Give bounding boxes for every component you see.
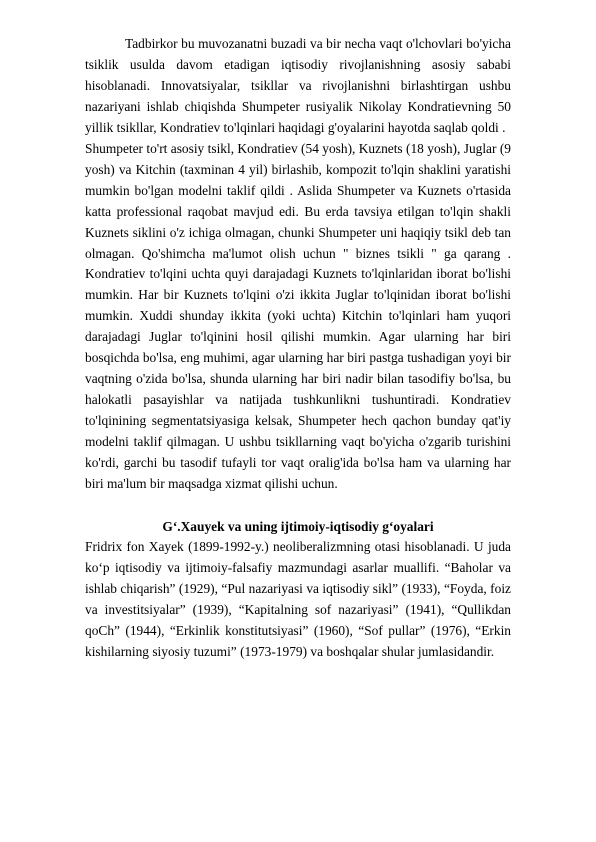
schumpeter-four-cycles-paragraph: Shumpeter to'rt asosiy tsikl, Kondratiev (54 yosh), Kuznets (18 yosh), Juglar (9 yosh) va Kitchin (taxminan 4 yil) birlashib, kompozit to'lqin shaklini yaratishi mumkin bo'lgan modelni taklif qildi . Aslida Shumpeter va Kuznets o'rtasida katta professional raqobat mavjud edi. Bu erda tavsiya etilgan to'lqin shakli Kuznets siklini o'z ichiga olmagan, chunki Shumpeter uni haqiqiy tsikl deb tan olmagan. Qo'shimcha ma'lumot olish uchun " biznes tsikli " ga qarang . Kondratiev to'lqini uchta quyi darajadagi Kuznets to'lqinlaridan iborat bo'lishi mumkin. Har bir Kuznets to'lqini o'zi ikkita Juglar to'lqinidan iborat bo'lishi mumkin. Xuddi shunday ikkita (yoki uchta) Kitchin to'lqinlari ham yuqori darajadagi Juglar to'lqinini hosil qilishi mumkin. Agar ularning har biri bosqichda bo'lsa, eng muhimi, agar ularning har biri pastga tushadigan yoyi bir vaqtning o'zida bo'lsa, shunda ularning har biri nadir bilan tasodifiy bo'lsa, bu halokatli pasayishlar va natijada tushkunlikni tushuntiradi. Kondratiev to'lqinining segmentatsiyasiga kelsak, Shumpeter hech qachon bunday qat'iy modelni taklif qilmagan. U ushbu tsikllarning vaqt bo'yicha o'zgarib turishini ko'rdi, garchi bu tasodif tufayli tor vaqt oralig'ida bo'lsa ham va ularning har biri ma'lum bir maqsadga xizmat qilishi uchun. — [85, 140, 511, 492]
hayek-biography-paragraph: Fridrix fon Xayek (1899-1992-y.) neoliberalizmning otasi hisoblanadi. U juda ko‘p iqtisodiy va ijtimoiy-falsafiy mazmundagi asarlar muallifi. “Baholar va ishlab chiqarish” (1929), “Pul nazariyasi va iqtisodiy sikl” (1933), “Foyda, foiz va investitsiyalar” (1939), “Kapitalning sof nazariyasi” (1941), “Qullikdan qoCh” (1944), “Erkinlik konstitutsiyasi” (1960), “Sof pullar” (1976), “Erkin kishilarning siyosiy tuzumi” (1973-1979) va boshqalar shular jumlasidandir. — [85, 538, 511, 659]
document-page — [85, 34, 511, 663]
schumpeter-cycles-intro-paragraph: Tadbirkor bu muvozanatni buzadi va bir necha vaqt o'lchovlari bo'yicha tsiklik usulda davom etadigan iqtisodiy rivojlanishning asosiy sababi hisoblanadi. Innovatsiyalar, tsikllar va rivojlanishni birlashtirgan ushbu nazariyani ishlab chiqishda Shumpeter rusiyalik Nikolay Kondratievning 50 yillik tsikllar, Kondratiev to'lqinlari haqidagi g'oyalarini hayotda saqlab qoldi . — [85, 36, 511, 135]
section-spacer — [85, 495, 511, 516]
section-heading: G‘.Xauyek va uning ijtimoiy-iqtisodiy g‘oyalari — [162, 518, 434, 534]
